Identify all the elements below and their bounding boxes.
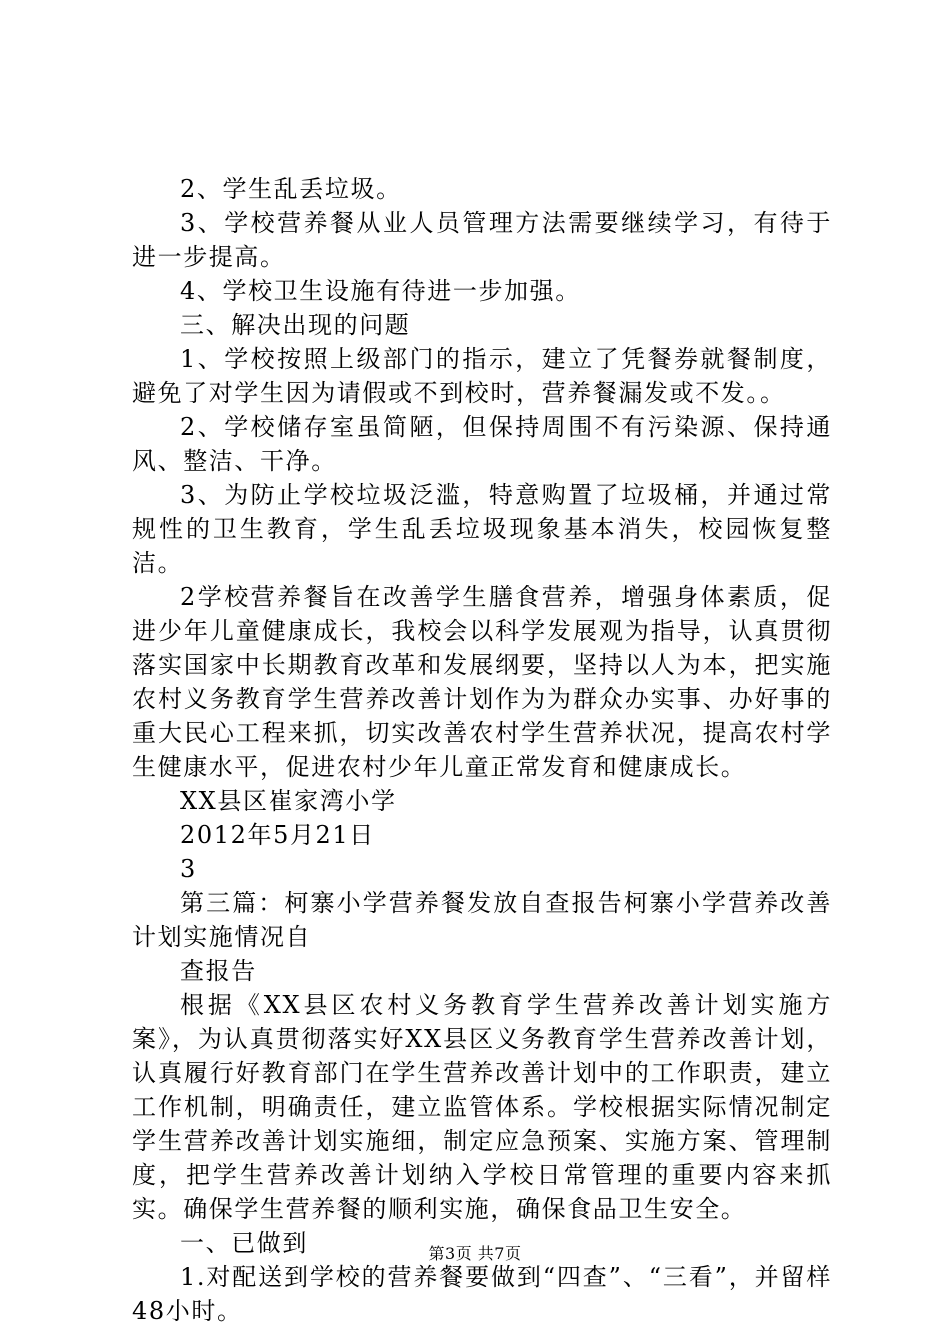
signature-school: XX县区崔家湾小学 xyxy=(180,787,397,815)
part-title-continuation: 查报告 xyxy=(180,957,257,985)
paragraph: 2、学生乱丢垃圾。 xyxy=(180,175,402,203)
paragraph: 2、学校储存室虽简陋，但保持周围不有污染源、保持通风、整洁、干净。 xyxy=(132,413,832,475)
paragraph: 3、为防止学校垃圾泛滥，特意购置了垃圾桶，并通过常规性的卫生教育，学生乱丢垃圾现象基本消失，校园恢复整洁。 xyxy=(132,481,832,577)
section-heading: 三、解决出现的问题 xyxy=(180,311,411,339)
section-heading: 一、已做到 xyxy=(180,1229,308,1257)
part-title: 第三篇：柯寨小学营养餐发放自查报告柯寨小学营养改善计划实施情况自 xyxy=(132,889,832,951)
document-body xyxy=(132,172,832,1328)
page-number: 第3页 共7页 xyxy=(428,1244,522,1263)
paragraph: 根据《XX县区农村义务教育学生营养改善计划实施方案》，为认真贯彻落实好XX县区义务教育学生营养改善计划，认真履行好教育部门在学生营养改善计划中的工作职责，建立工作机制，明确责任，建立监管体系。学校根据实际情况制定学生营养改善计划实施细，制定应急预案、实施方案、管理制度，把学生营养改善计划纳入学校日常管理的重要内容来抓实。确保学生营养餐的顺利实施，确保食品卫生安全。 xyxy=(132,991,832,1223)
page-footer xyxy=(0,1244,950,1264)
paragraph: 1.对配送到学校的营养餐要做到“四查”、“三看”，并留样48小时。 xyxy=(132,1263,832,1325)
paragraph: 3、学校营养餐从业人员管理方法需要继续学习，有待于进一步提高。 xyxy=(132,209,832,271)
paragraph: 2学校营养餐旨在改善学生膳食营养，增强身体素质，促进少年儿童健康成长，我校会以科学发展观为指导，认真贯彻落实国家中长期教育改革和发展纲要，坚持以人为本，把实施农村义务教育学生营养改善计划作为为群众办实事、办好事的重大民心工程来抓，切实改善农村学生营养状况，提高农村学生健康水平，促进农村少年儿童正常发育和健康成长。 xyxy=(132,583,832,781)
section-number: 3 xyxy=(180,855,197,883)
paragraph: 4、学校卫生设施有待进一步加强。 xyxy=(180,277,581,305)
paragraph: 1、学校按照上级部门的指示，建立了凭餐券就餐制度，避免了对学生因为请假或不到校时，营养餐漏发或不发。。 xyxy=(132,345,832,407)
signature-date: 2012年5月21日 xyxy=(180,821,375,849)
